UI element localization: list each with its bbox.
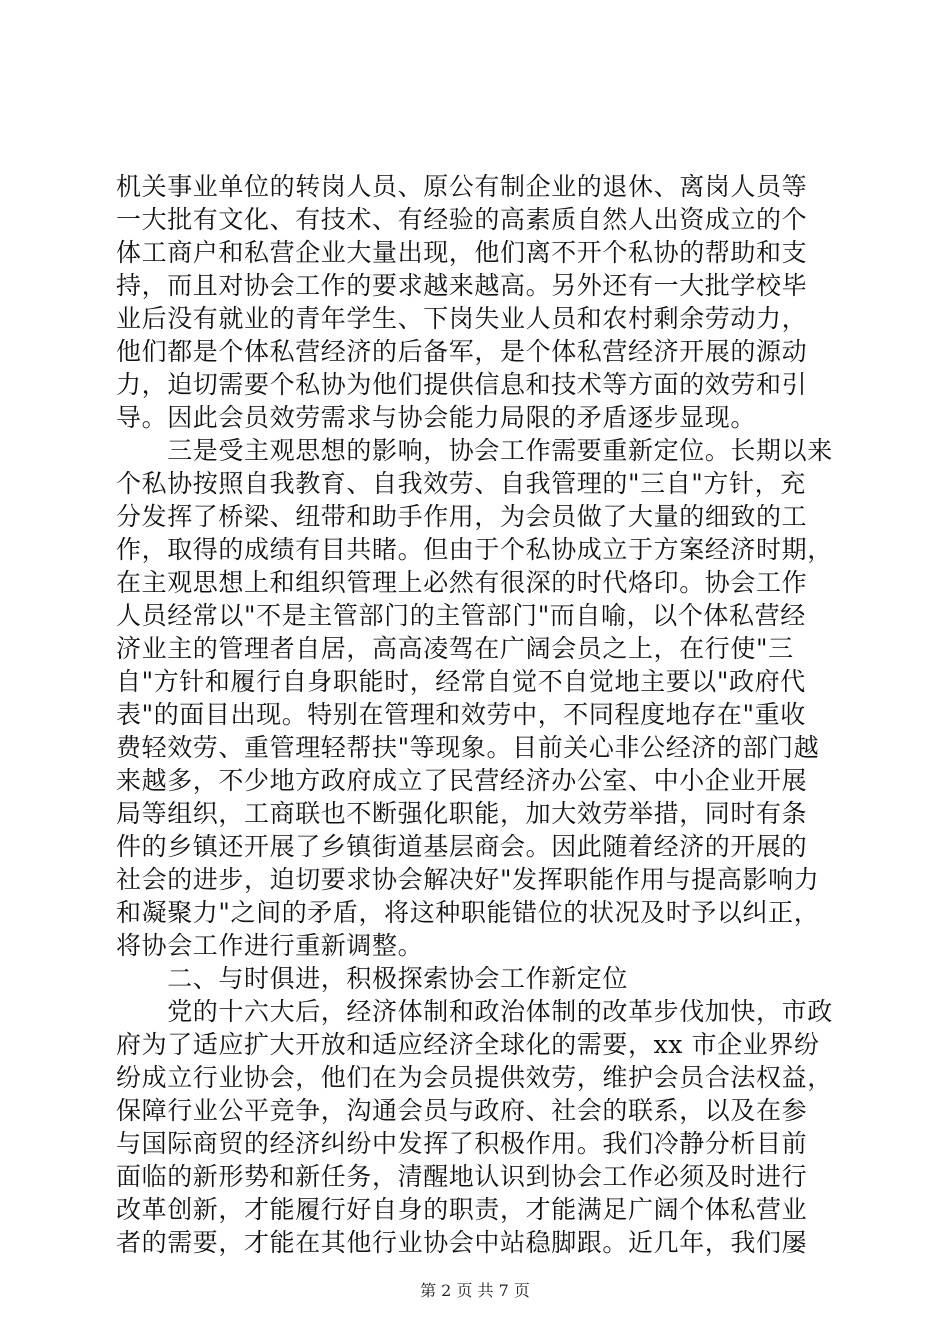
text-line: 将协会工作进行重新调整。: [116, 931, 424, 960]
text-line: 人员经常以"不是主管部门的主管部门"而自喻，以个体私营经: [116, 601, 806, 630]
text-line: 党的十六大后，经济体制和政治体制的改革步伐加快，市政: [116, 997, 833, 1026]
text-line: 费轻效劳、重管理轻帮扶"等现象。目前关心非公经济的部门越: [116, 733, 820, 762]
page-footer: 第 2 页 共 7 页: [420, 1281, 530, 1300]
text-line: 济业主的管理者自居，高高凌驾在广阔会员之上，在行使"三: [116, 634, 794, 663]
text-line: 社会的进步，迫切要求协会解决好"发挥职能作用与提高影响力: [116, 865, 820, 894]
text-line: 分发挥了桥梁、纽带和助手作用，为会员做了大量的细致的工: [116, 502, 808, 531]
text-line: 者的需要，才能在其他行业协会中站稳脚跟。近几年，我们屡: [116, 1228, 808, 1257]
text-line: 自"方针和履行自身职能时，经常自觉不自觉地主要以"政府代: [116, 667, 806, 696]
section-heading: 二、与时俱进，积极探索协会工作新定位: [116, 964, 629, 993]
text-line: 持，而且对协会工作的要求越来越高。另外还有一大批学校毕: [116, 271, 808, 300]
text-line: 改革创新，才能履行好自身的职责，才能满足广阔个体私营业: [116, 1195, 808, 1224]
text-line: 和凝聚力"之间的矛盾，将这种职能错位的状况及时予以纠正，: [116, 898, 820, 927]
text-line: 三是受主观思想的影响，协会工作需要重新定位。长期以来: [116, 436, 833, 465]
text-line: 府为了适应扩大开放和适应经济全球化的需要，xx 市企业界纷: [116, 1030, 820, 1059]
text-line: 面临的新形势和新任务，清醒地认识到协会工作必须及时进行: [116, 1162, 808, 1191]
text-line: 来越多，不少地方政府成立了民营经济办公室、中小企业开展: [116, 766, 808, 795]
text-line: 力，迫切需要个私协为他们提供信息和技术等方面的效劳和引: [116, 370, 808, 399]
text-line: 体工商户和私营企业大量出现，他们离不开个私协的帮助和支: [116, 238, 808, 267]
text-line: 在主观思想上和组织管理上必然有很深的时代烙印。协会工作: [116, 568, 808, 597]
text-line: 局等组织，工商联也不断强化职能，加大效劳举措，同时有条: [116, 799, 808, 828]
text-line: 与国际商贸的经济纠纷中发挥了积极作用。我们冷静分析目前: [116, 1129, 808, 1158]
text-line: 保障行业公平竞争，沟通会员与政府、社会的联系，以及在参: [116, 1096, 808, 1125]
text-line: 一大批有文化、有技术、有经验的高素质自然人出资成立的个: [116, 205, 808, 234]
text-line: 个私协按照自我教育、自我效劳、自我管理的"三自"方针，充: [116, 469, 806, 498]
text-line: 表"的面目出现。特别在管理和效劳中，不同程度地存在"重收: [116, 700, 806, 729]
text-line: 机关事业单位的转岗人员、原公有制企业的退休、离岗人员等: [116, 172, 808, 201]
text-line: 他们都是个体私营经济的后备军，是个体私营经济开展的源动: [116, 337, 808, 366]
text-line: 作，取得的成绩有目共睹。但由于个私协成立于方案经济时期，: [116, 535, 833, 564]
text-line: 纷成立行业协会，他们在为会员提供效劳，维护会员合法权益，: [116, 1063, 833, 1092]
text-line: 导。因此会员效劳需求与协会能力局限的矛盾逐步显现。: [116, 403, 757, 432]
text-line: 件的乡镇还开展了乡镇街道基层商会。因此随着经济的开展的: [116, 832, 808, 861]
text-line: 业后没有就业的青年学生、下岗失业人员和农村剩余劳动力，: [116, 304, 808, 333]
body-text: [116, 170, 836, 1259]
